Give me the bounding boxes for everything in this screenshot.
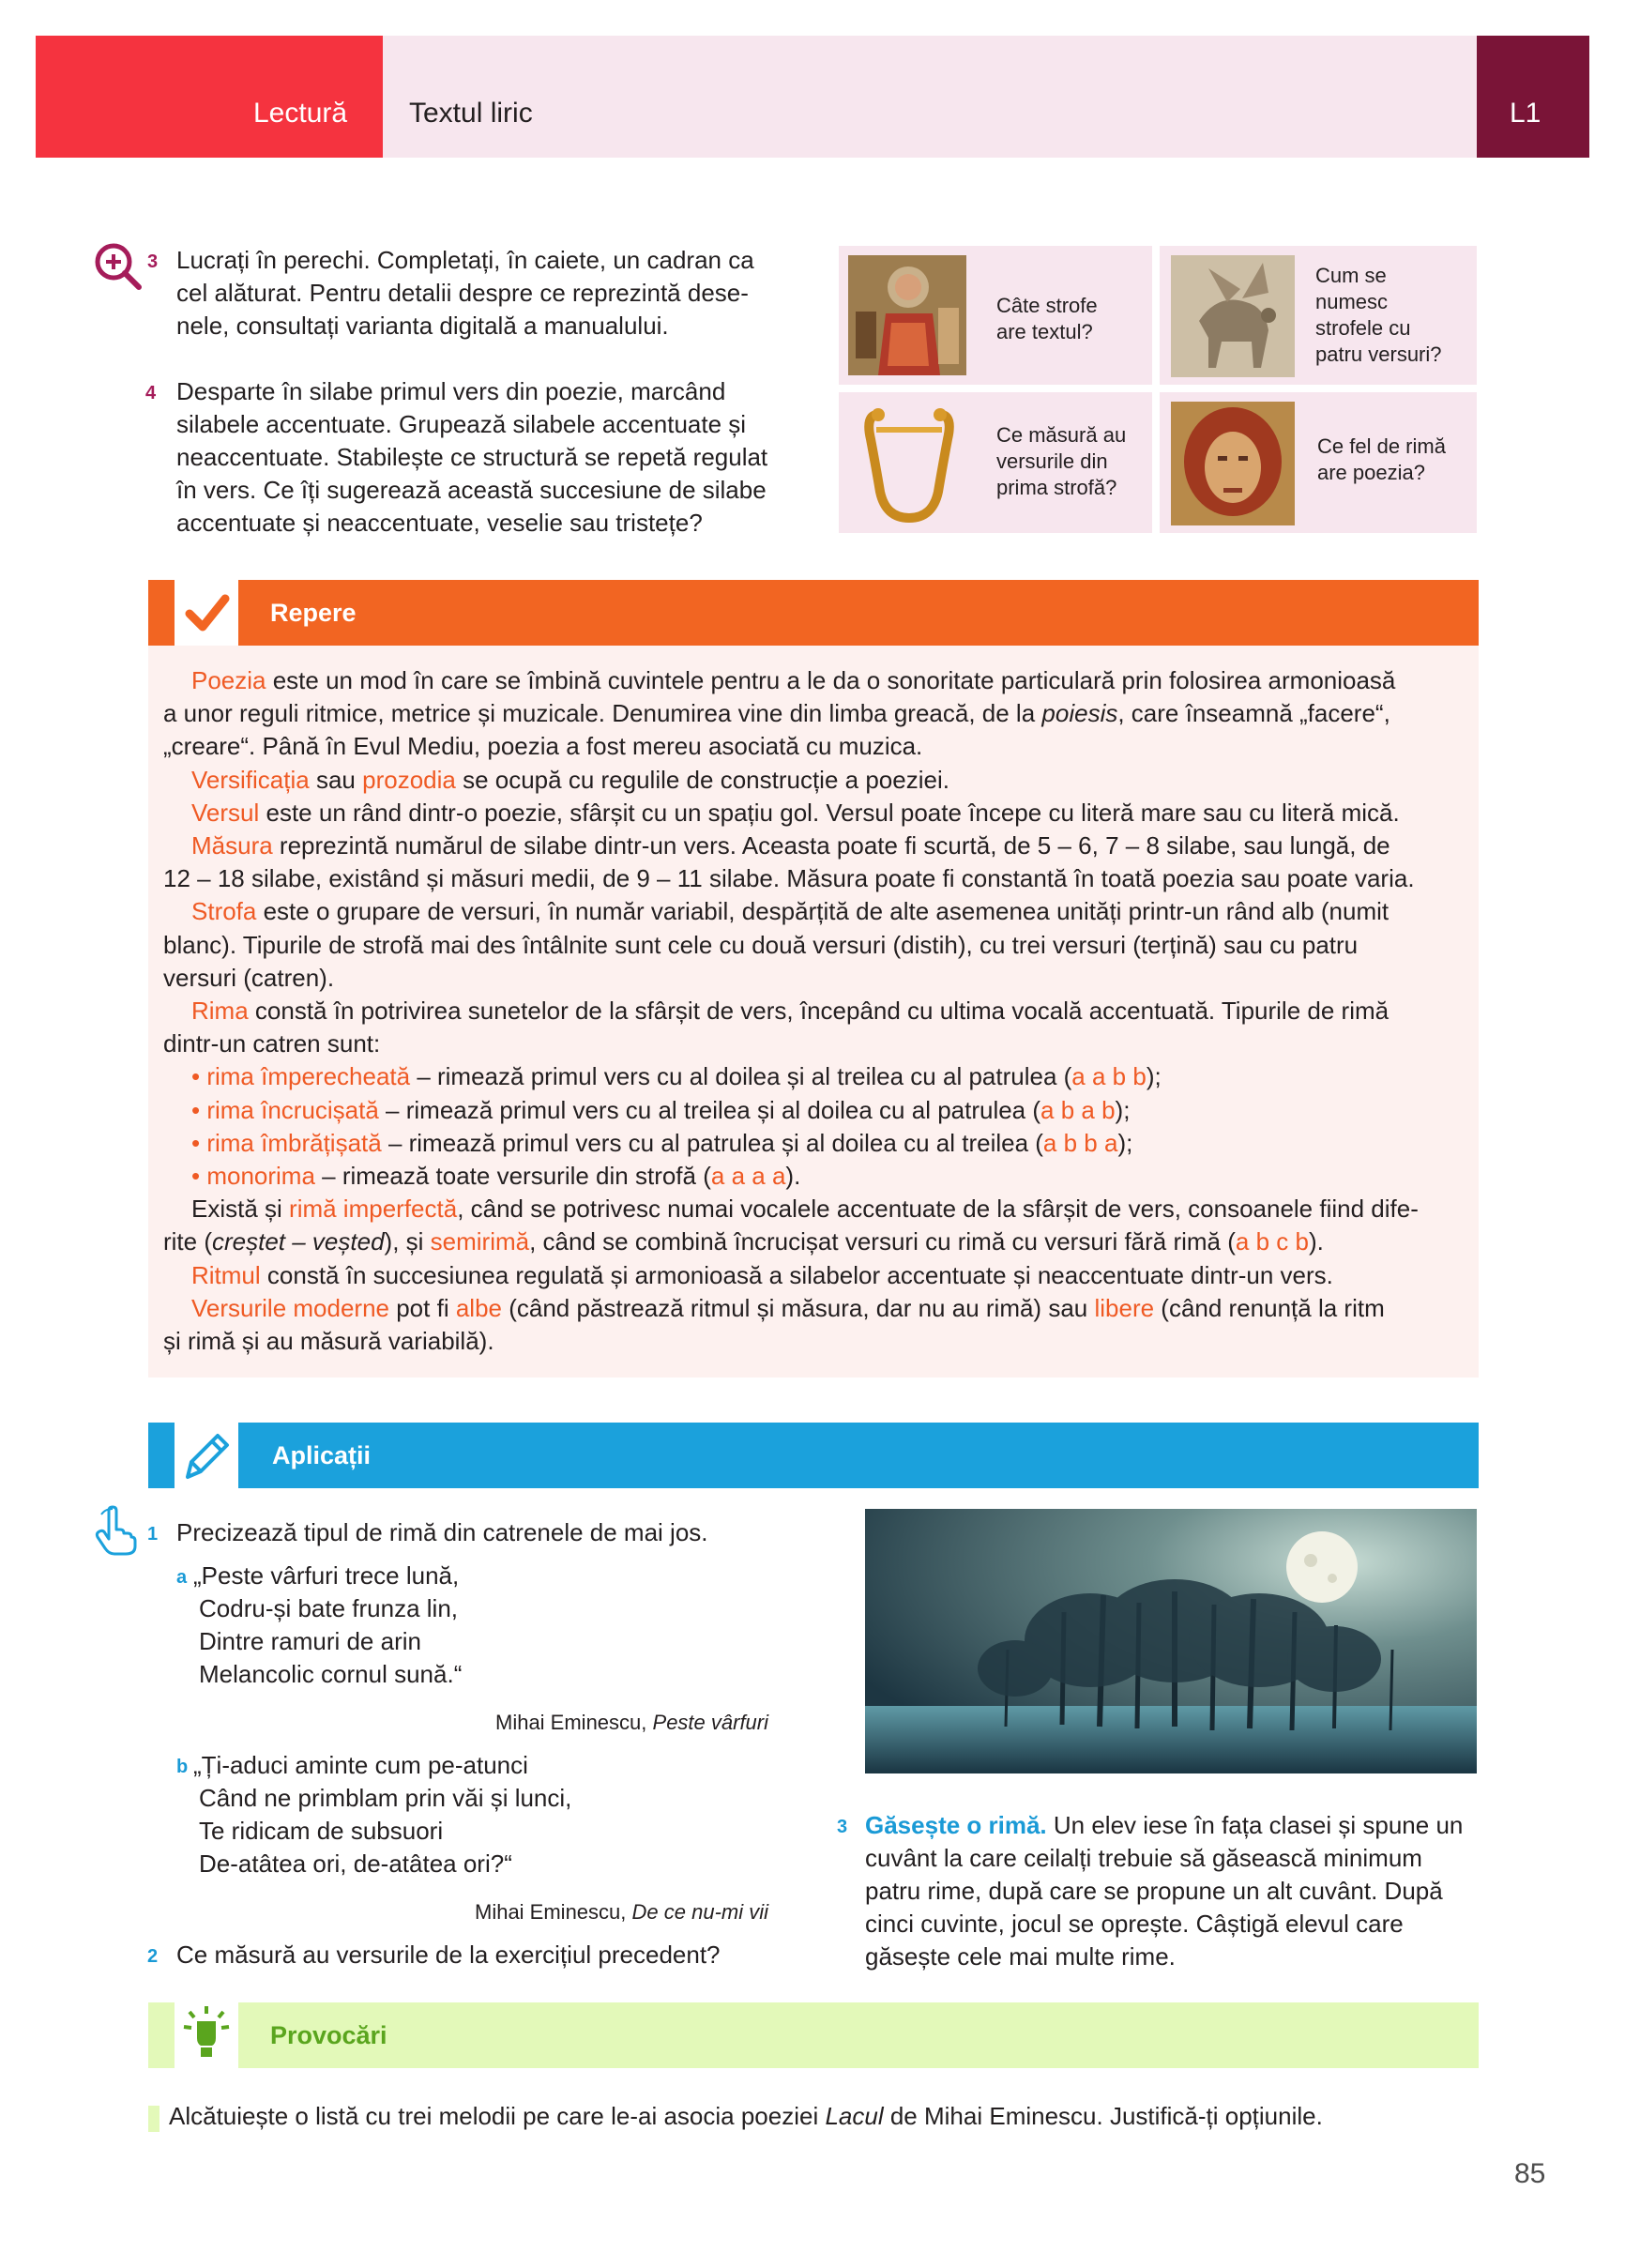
quiz-cell-strophes [839,246,1152,385]
quiz-question-line: strofele cu [1315,316,1411,340]
task-3-game-text [865,1809,1475,1973]
light-bulb-icon [175,2002,238,2068]
quiz-question-line: Ce fel de rimă [1317,434,1446,458]
poem-line: „Peste vârfuri trece lună, [193,1561,460,1590]
repere-line: Strofa este o grupare de versuri, în număr variabil, despărțită de alte asemenea unități printr-un rând alb (numit [191,897,1390,926]
repere-line: Măsura reprezintă numărul de silabe dintr-un vers. Aceasta poate fi scurtă, de 5 – 6, 7 – 8 silabe, sau lungă, de [191,831,1390,860]
bullet-icon: • [191,1062,207,1091]
task-line: cel alăturat. Pentru detalii despre ce reprezintă dese- [176,279,749,307]
task-line: Un elev iese în fața clasei și spune un [1046,1811,1464,1839]
repere-title: Repere [270,599,357,627]
repere-line: a unor reguli ritmice, metrice și muzicale. Denumirea vine din limba greacă, de la poiesis, care înseamnă „facere“, [163,699,1390,728]
poem-b [193,1749,571,1880]
task-line: Lucrați în perechi. Completați, în caiete, un cadran ca [176,246,754,274]
task-2-text: Ce măsură au versurile de la exercițiul precedent? [176,1941,721,1969]
task-number-1: 1 [147,1524,159,1545]
poem-line: Când ne primblam prin văi și lunci, [199,1784,572,1812]
header-section: Lectură [253,98,348,129]
quiz-question-line: are textul? [996,320,1093,343]
task-number: 4 [145,383,157,403]
quiz-question-line: prima strofă? [996,476,1117,499]
header-topic: Textul liric [409,98,533,129]
task-line: Desparte în silabe primul vers din poezie, marcând [176,377,726,405]
repere-line: • monorima – rimează toate versurile din strofă (a a a a). [191,1162,801,1190]
checkmark-icon [175,580,238,646]
bullet-icon: • [191,1128,207,1157]
task-line: cuvânt la care ceilalți trebuie să găsească minimum [865,1844,1422,1872]
repere-line: și rimă și au măsură variabilă). [163,1327,494,1355]
task-number-3: 3 [837,1817,848,1837]
golden-lyre-image [858,402,961,524]
repere-line: versuri (catren). [163,963,335,992]
provocari-icon-box [175,2002,238,2068]
task-line: accentuate și neaccentuate, veselie sau tristețe? [176,509,703,537]
task-line: silabele accentuate. Grupează silabele accentuate și [176,410,747,438]
header-unit: L1 [1510,98,1541,129]
provocari-title: Provocări [270,2021,387,2049]
task-number-2: 2 [147,1946,159,1967]
repere-icon-box [175,580,238,646]
provocari-marker [148,2106,159,2132]
moonlit-trees-image [865,1509,1477,1773]
poem-a [193,1560,462,1691]
bullet-icon: • [191,1162,207,1190]
task-line: în vers. Ce îți sugerează această succesiune de silabe [176,476,767,504]
pencil-icon [175,1423,238,1488]
poem-b-attribution: Mihai Eminescu, De ce nu-mi vii [475,1900,768,1924]
provocari-text: Alcătuiește o listă cu trei melodii pe care le-ai asocia poeziei Lacul de Mihai Eminescu. Justifică-ți opțiunile. [169,2102,1323,2130]
poem-a-attribution: Mihai Eminescu, Peste vârfuri [495,1711,769,1734]
aplicatii-bar [238,1423,1479,1488]
quiz-question-line: Câte strofe [996,294,1098,317]
repere-bar [238,580,1479,646]
quiz-question-line: Cum se [1315,264,1387,287]
task-number: 3 [147,251,159,272]
task-line: găsește cele mai multe rime. [865,1942,1176,1971]
task-line: nele, consultați varianta digitală a manualului. [176,312,669,340]
mosaic-pegasus-image [1171,255,1295,377]
task-1-text: Precizează tipul de rimă din catrenele de mai jos. [176,1518,708,1546]
poem-line: De-atâtea ori, de-atâtea ori?“ [199,1849,512,1878]
aplicatii-icon-box [175,1423,238,1488]
repere-line: • rima încrucișată – rimează primul vers cu al treilea și al doilea cu al patrulea (a b a b); [191,1095,1131,1124]
mosaic-face-image [1171,402,1295,525]
task-line: neaccentuate. Stabilește ce structură se repetă regulat [176,443,768,471]
quiz-cell-rhyme [1160,392,1477,533]
poem-line: Dintre ramuri de arin [199,1627,421,1655]
repere-line: Există și rimă imperfectă, când se potrivesc numai vocalele accentuate de la sfârșit de vers, consoanele fiind dife- [191,1195,1419,1224]
header-section-tab [36,36,383,158]
poem-line: Codru-și bate frunza lin, [199,1594,459,1622]
repere-line: Poezia este un mod în care se îmbină cuvintele pentru a le da o sonoritate particulară prin folosirea armonioasă [191,666,1396,694]
header-topic-band [383,36,1477,158]
poem-b-label: b [176,1757,189,1777]
repere-line: „creare“. Până în Evul Mediu, poezia a fost mereu asociată cu muzica. [163,732,923,761]
provocari-bar-tab [148,2002,175,2068]
task-line: patru rime, după care se propune un alt cuvânt. După [865,1877,1443,1905]
poem-line: Melancolic cornul sună.“ [199,1660,463,1688]
task-line: cinci cuvinte, jocul se oprește. Câștigă elevul care [865,1910,1404,1938]
page-number: 85 [1514,2158,1546,2189]
repere-line: Versurile moderne pot fi albe (când păstrează ritmul și măsura, dar nu au rimă) sau libere (când renunță la ritm [191,1293,1385,1322]
bullet-icon: • [191,1095,207,1124]
poem-a-label: a [176,1567,188,1588]
poem-line: Te ridicam de subsuori [199,1817,444,1845]
quiz-cell-meter [839,392,1152,533]
aplicatii-title: Aplicații [272,1441,372,1469]
repere-line: dintr-un catren sunt: [163,1029,381,1058]
repere-line: Versificația sau prozodia se ocupă cu regulile de construcție a poeziei. [191,765,949,794]
task-3-text [176,244,754,342]
repere-line: • rima îmbrățișată – rimează primul vers cu al patrulea și al doilea cu al treilea (a b b a); [191,1128,1133,1157]
repere-line: 12 – 18 silabe, existând și măsuri medii, de 9 – 11 silabe. Măsura poate fi constantă în toată poezia sau poate varia. [163,864,1415,893]
task-4-text [176,375,767,540]
zoom-in-icon [94,242,143,291]
quiz-question-line: numesc [1315,290,1389,313]
repere-line: • rima împerecheată – rimează primul vers cu al doilea și al treilea cu al patrulea (a a b b); [191,1062,1162,1091]
quiz-cell-stanza-name [1160,246,1477,385]
hand-pointer-icon [92,1505,139,1556]
quiz-question-line: versurile din [996,449,1108,473]
repere-line: Ritmul constă în succesiunea regulată și armonioasă a silabelor accentuate și neaccentuate dintr-un vers. [191,1260,1333,1289]
repere-line: rite (creștet – veșted), și semirimă, când se combină încrucișat versuri cu rimă cu versuri fără rimă (a b c b). [163,1227,1324,1256]
poem-line: „Ți-aduci aminte cum pe-atunci [193,1751,528,1779]
provocari-bar [238,2002,1479,2068]
repere-line: Rima constă în potrivirea sunetelor de la sfârșit de vers, începând cu ultima vocală accentuată. Tipurile de rimă [191,997,1390,1025]
header-unit-tab [1477,36,1589,158]
quiz-question-line: Ce măsură au [996,423,1127,447]
repere-line: blanc). Tipurile de strofă mai des întâlnite sunt cele cu două versuri (distih), cu trei versuri (terțină) sau cu patru [163,930,1359,959]
repere-line: Versul este un rând dintr-o poezie, sfârșit cu un spațiu gol. Versul poate începe cu literă mare sau cu literă mică. [191,798,1400,827]
quiz-question-line: are poezia? [1317,461,1425,484]
mosaic-musician-image [848,255,966,375]
quiz-question-line: patru versuri? [1315,342,1442,366]
aplicatii-bar-tab [148,1423,175,1488]
task-3-title: Găsește o rimă. [865,1811,1047,1839]
repere-bar-tab [148,580,175,646]
